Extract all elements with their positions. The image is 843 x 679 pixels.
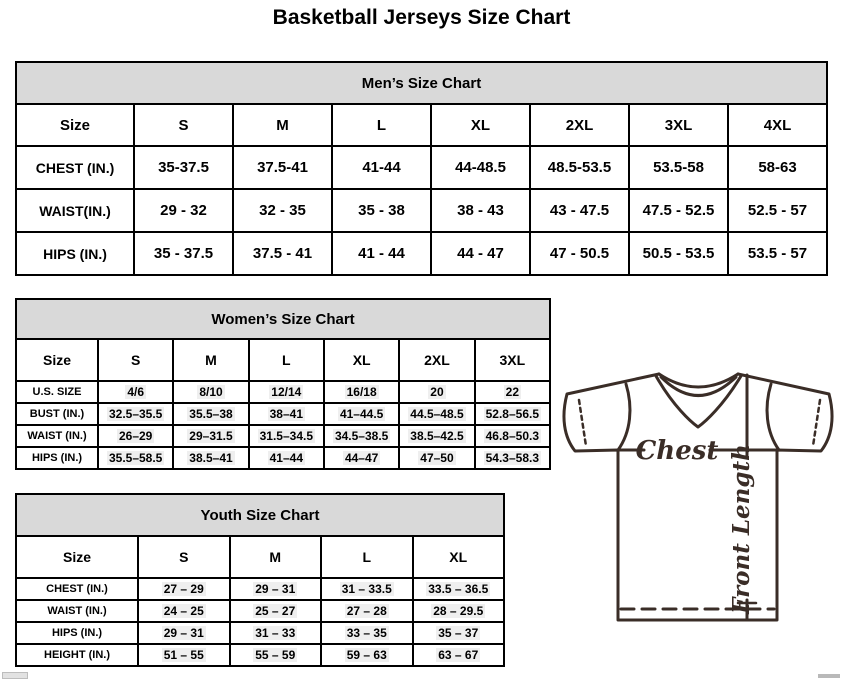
jersey-diagram-icon	[557, 362, 843, 662]
value-cell: 27 – 28	[321, 600, 413, 622]
table-row	[16, 189, 827, 232]
value-cell: 26–29	[98, 425, 173, 447]
size-header: L	[249, 339, 324, 381]
value-cell: 33.5 – 36.5	[413, 578, 505, 600]
value-cell: 8/10	[173, 381, 248, 403]
table-row	[16, 622, 504, 644]
value-cell: 53.5 - 57	[728, 232, 827, 275]
table-title: Women’s Size Chart	[16, 299, 550, 339]
value-cell: 29 – 31	[230, 578, 322, 600]
table-title: Youth Size Chart	[16, 494, 504, 536]
value-cell: 41 - 44	[332, 232, 431, 275]
youth-size-chart	[15, 493, 505, 667]
value-cell: 38–41	[249, 403, 324, 425]
row-label: HIPS (IN.)	[16, 622, 138, 644]
value-cell: 44-48.5	[431, 146, 530, 189]
value-cell: 47.5 - 52.5	[629, 189, 728, 232]
horizontal-scrollbar-fragment-left[interactable]	[2, 672, 28, 679]
value-cell: 54.3–58.3	[475, 447, 550, 469]
value-cell: 38.5–41	[173, 447, 248, 469]
horizontal-scrollbar-fragment-right[interactable]	[818, 674, 840, 678]
value-cell: 31 – 33	[230, 622, 322, 644]
value-cell: 32 - 35	[233, 189, 332, 232]
value-cell: 27 – 29	[138, 578, 230, 600]
value-cell: 35 - 38	[332, 189, 431, 232]
table-row	[16, 644, 504, 666]
value-cell: 59 – 63	[321, 644, 413, 666]
value-cell: 55 – 59	[230, 644, 322, 666]
size-header: XL	[324, 339, 399, 381]
table-title: Men’s Size Chart	[16, 62, 827, 104]
value-cell: 32.5–35.5	[98, 403, 173, 425]
row-label: CHEST (IN.)	[16, 146, 134, 189]
value-cell: 29 - 32	[134, 189, 233, 232]
size-header: S	[134, 104, 233, 146]
value-cell: 47–50	[399, 447, 474, 469]
value-cell: 41–44.5	[324, 403, 399, 425]
value-cell: 41-44	[332, 146, 431, 189]
size-header: M	[233, 104, 332, 146]
youth-size-table	[15, 493, 505, 667]
value-cell: 31.5–34.5	[249, 425, 324, 447]
value-cell: 52.8–56.5	[475, 403, 550, 425]
table-row	[16, 425, 550, 447]
size-header: 2XL	[530, 104, 629, 146]
mens-size-table	[15, 61, 828, 276]
value-cell: 48.5-53.5	[530, 146, 629, 189]
value-cell: 33 – 35	[321, 622, 413, 644]
value-cell: 29–31.5	[173, 425, 248, 447]
size-header: XL	[431, 104, 530, 146]
row-label: WAIST(IN.)	[16, 189, 134, 232]
value-cell: 29 – 31	[138, 622, 230, 644]
value-cell: 24 – 25	[138, 600, 230, 622]
jersey-measurement-diagram	[557, 362, 843, 662]
size-header: S	[98, 339, 173, 381]
value-cell: 16/18	[324, 381, 399, 403]
value-cell: 4/6	[98, 381, 173, 403]
size-header: S	[138, 536, 230, 578]
value-cell: 52.5 - 57	[728, 189, 827, 232]
value-cell: 37.5-41	[233, 146, 332, 189]
value-cell: 25 – 27	[230, 600, 322, 622]
row-label: HIPS (IN.)	[16, 232, 134, 275]
size-header: M	[230, 536, 322, 578]
value-cell: 31 – 33.5	[321, 578, 413, 600]
size-header: XL	[413, 536, 505, 578]
size-column-header: Size	[16, 339, 98, 381]
value-cell: 50.5 - 53.5	[629, 232, 728, 275]
size-column-header: Size	[16, 536, 138, 578]
value-cell: 58-63	[728, 146, 827, 189]
table-row	[16, 578, 504, 600]
value-cell: 44–47	[324, 447, 399, 469]
size-header: 4XL	[728, 104, 827, 146]
row-label: HEIGHT (IN.)	[16, 644, 138, 666]
value-cell: 63 – 67	[413, 644, 505, 666]
table-row	[16, 600, 504, 622]
value-cell: 35 - 37.5	[134, 232, 233, 275]
row-label: WAIST (IN.)	[16, 425, 98, 447]
chest-label: Chest	[635, 436, 719, 466]
value-cell: 41–44	[249, 447, 324, 469]
size-header: 3XL	[629, 104, 728, 146]
page-title: Basketball Jerseys Size Chart	[272, 6, 571, 29]
value-cell: 35.5–38	[173, 403, 248, 425]
value-cell: 38.5–42.5	[399, 425, 474, 447]
row-label: U.S. SIZE	[16, 381, 98, 403]
value-cell: 43 - 47.5	[530, 189, 629, 232]
value-cell: 35.5–58.5	[98, 447, 173, 469]
value-cell: 44 - 47	[431, 232, 530, 275]
size-header: 3XL	[475, 339, 550, 381]
value-cell: 34.5–38.5	[324, 425, 399, 447]
value-cell: 47 - 50.5	[530, 232, 629, 275]
row-label: HIPS (IN.)	[16, 447, 98, 469]
row-label: CHEST (IN.)	[16, 578, 138, 600]
size-header: L	[321, 536, 413, 578]
table-row	[16, 146, 827, 189]
row-label: BUST (IN.)	[16, 403, 98, 425]
front-length-label: Front Length	[728, 444, 755, 614]
size-header: 2XL	[399, 339, 474, 381]
value-cell: 46.8–50.3	[475, 425, 550, 447]
value-cell: 28 – 29.5	[413, 600, 505, 622]
value-cell: 22	[475, 381, 550, 403]
value-cell: 37.5 - 41	[233, 232, 332, 275]
row-label: WAIST (IN.)	[16, 600, 138, 622]
table-row	[16, 381, 550, 403]
value-cell: 51 – 55	[138, 644, 230, 666]
size-header: L	[332, 104, 431, 146]
value-cell: 38 - 43	[431, 189, 530, 232]
size-column-header: Size	[16, 104, 134, 146]
womens-size-table	[15, 298, 551, 470]
womens-size-chart	[15, 298, 551, 470]
table-row	[16, 403, 550, 425]
value-cell: 12/14	[249, 381, 324, 403]
value-cell: 53.5-58	[629, 146, 728, 189]
size-header: M	[173, 339, 248, 381]
table-row	[16, 447, 550, 469]
mens-size-chart	[15, 61, 828, 276]
table-row	[16, 232, 827, 275]
value-cell: 35-37.5	[134, 146, 233, 189]
value-cell: 44.5–48.5	[399, 403, 474, 425]
value-cell: 35 – 37	[413, 622, 505, 644]
value-cell: 20	[399, 381, 474, 403]
